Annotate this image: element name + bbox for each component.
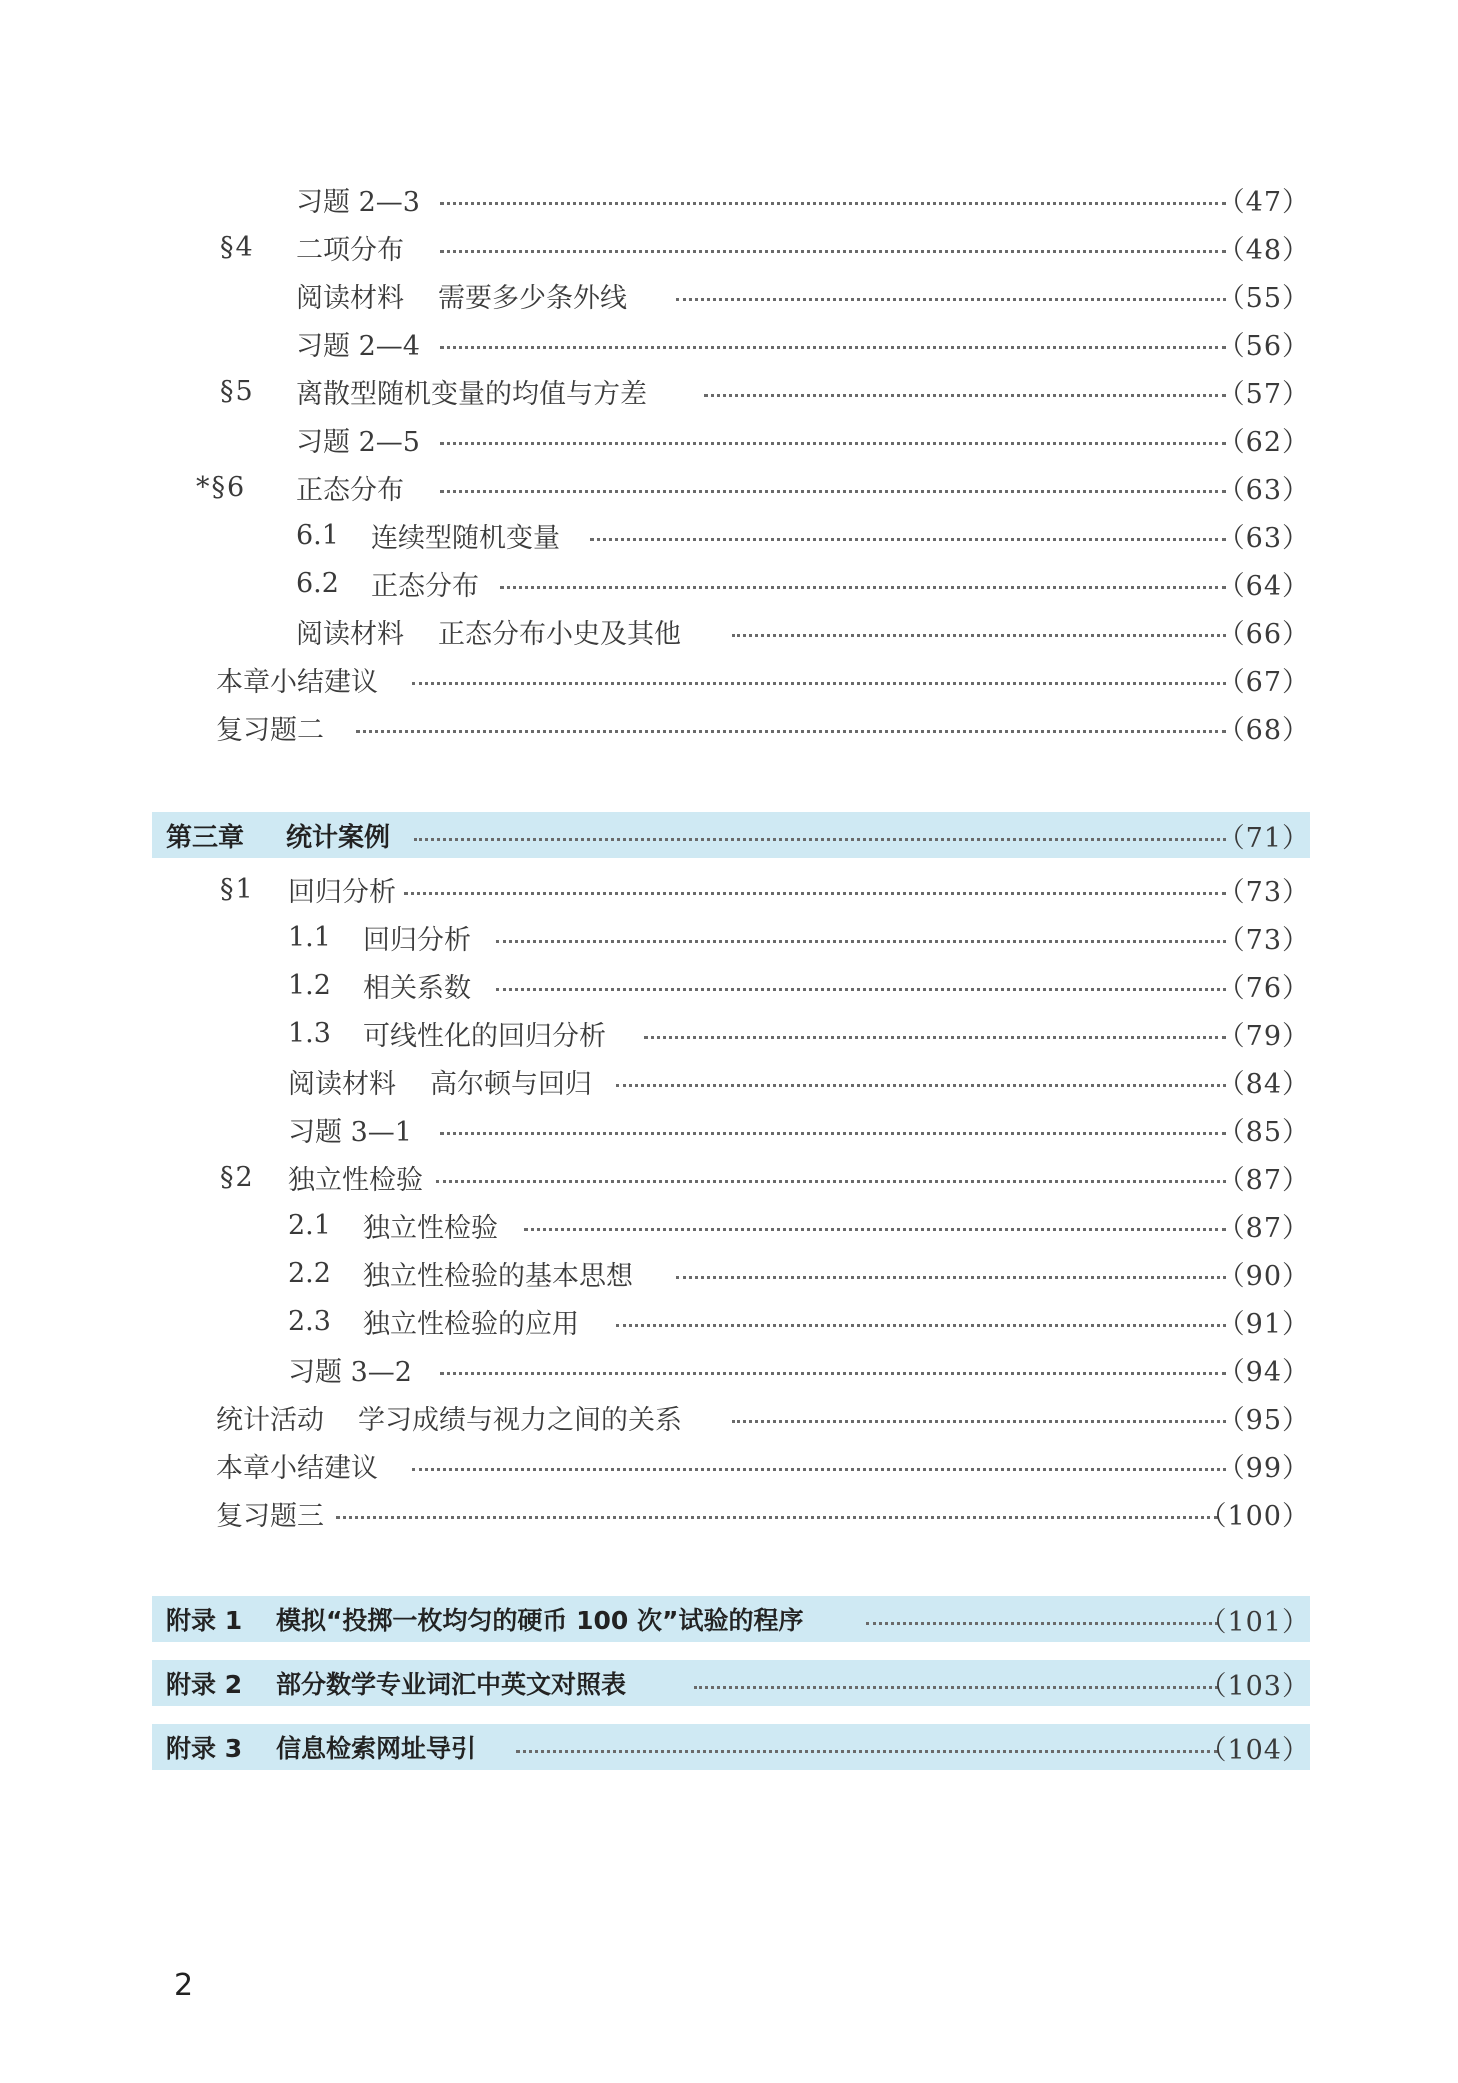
toc-entry[interactable]	[0, 868, 1458, 910]
entry-page: （84）	[1217, 1068, 1310, 1100]
dot-leader	[616, 1084, 1226, 1087]
chapter-label: 第三章	[166, 822, 245, 853]
entry-title	[288, 1062, 592, 1101]
entry-title	[288, 1014, 606, 1053]
chapter-title: 统计案例	[286, 822, 391, 853]
entry-page: （56）	[1217, 330, 1310, 362]
entry-title	[288, 918, 471, 957]
subsection-title: 连续型随机变量	[370, 522, 560, 554]
section-number: §5	[220, 375, 255, 407]
entry-page: （100）	[1199, 1500, 1310, 1532]
subsection-title: 可线性化的回归分析	[362, 1020, 606, 1052]
entry-title: 习题 3—1	[288, 1116, 412, 1148]
toc-entry[interactable]	[0, 1060, 1458, 1102]
entry-title	[288, 1254, 633, 1293]
dot-leader	[676, 1276, 1226, 1279]
toc-entry[interactable]	[0, 916, 1458, 958]
entry-page: （47）	[1217, 186, 1310, 218]
entry-title: 习题 2—4	[296, 330, 420, 362]
toc-entry[interactable]	[0, 226, 1458, 268]
entry-title: 本章小结建议	[216, 1452, 378, 1484]
toc-entry[interactable]	[0, 658, 1458, 700]
entry-title	[216, 1398, 682, 1437]
activity-title: 学习成绩与视力之间的关系	[358, 1404, 682, 1436]
entry-title: 复习题三	[216, 1500, 324, 1532]
reading-title: 需要多少条外线	[438, 282, 627, 314]
entry-page: （48）	[1217, 234, 1310, 266]
dot-leader	[524, 1228, 1226, 1231]
entry-page: （85）	[1217, 1116, 1310, 1148]
toc-entry[interactable]	[0, 706, 1458, 748]
toc-entry[interactable]	[0, 322, 1458, 364]
dot-leader	[414, 838, 1226, 841]
entry-title	[296, 612, 681, 651]
subsection-number: 2.2	[288, 1257, 331, 1289]
entry-title: 回归分析	[288, 876, 396, 908]
appendix-label: 附录 3	[166, 1734, 243, 1763]
toc-chapter-entry[interactable]	[0, 814, 1458, 856]
entry-title: 习题 2—3	[296, 186, 420, 218]
entry-title: 正态分布	[296, 474, 404, 506]
dot-leader	[440, 442, 1226, 445]
dot-leader	[732, 1420, 1226, 1423]
toc-entry[interactable]	[0, 1396, 1458, 1438]
entry-title: 复习题二	[216, 714, 324, 746]
toc-appendix-entry[interactable]	[0, 1662, 1458, 1704]
dot-leader	[440, 346, 1226, 349]
entry-title: 二项分布	[296, 234, 404, 266]
reading-title: 高尔顿与回归	[430, 1068, 592, 1100]
page-number: 2	[174, 1968, 194, 2003]
entry-page: （66）	[1217, 618, 1310, 650]
entry-page: （99）	[1217, 1452, 1310, 1484]
subsection-number: 2.1	[288, 1209, 331, 1241]
toc-entry[interactable]	[0, 562, 1458, 604]
entry-page: （64）	[1217, 570, 1310, 602]
subsection-title: 独立性检验的应用	[362, 1308, 579, 1340]
dot-leader	[694, 1686, 1218, 1689]
dot-leader	[496, 988, 1226, 991]
dot-leader	[704, 394, 1226, 397]
section-number: §4	[220, 231, 255, 263]
toc-entry[interactable]	[0, 418, 1458, 460]
dot-leader	[866, 1622, 1218, 1625]
dot-leader	[732, 634, 1226, 637]
subsection-number: 1.3	[288, 1017, 331, 1049]
toc-entry[interactable]	[0, 1300, 1458, 1342]
entry-page: （71）	[1217, 822, 1310, 854]
toc-entry[interactable]	[0, 1156, 1458, 1198]
subsection-number: 1.1	[288, 921, 331, 953]
entry-page: （68）	[1217, 714, 1310, 746]
subsection-number: 1.2	[288, 969, 331, 1001]
toc-entry[interactable]	[0, 1108, 1458, 1150]
dot-leader	[500, 586, 1226, 589]
toc-entry[interactable]	[0, 178, 1458, 220]
reading-label: 阅读材料	[296, 282, 404, 314]
entry-page: （94）	[1217, 1356, 1310, 1388]
entry-page: （87）	[1217, 1212, 1310, 1244]
entry-page: （73）	[1217, 924, 1310, 956]
activity-label: 统计活动	[216, 1404, 324, 1436]
dot-leader	[616, 1324, 1226, 1327]
toc-entry[interactable]	[0, 1348, 1458, 1390]
appendix-title: 模拟“投掷一枚均匀的硬币 100 次”试验的程序	[276, 1606, 804, 1635]
appendix-title: 部分数学专业词汇中英文对照表	[276, 1670, 627, 1699]
section-number: §1	[220, 873, 255, 905]
entry-page: （79）	[1217, 1020, 1310, 1052]
dot-leader	[412, 682, 1226, 685]
subsection-number: 2.3	[288, 1305, 331, 1337]
entry-title	[288, 1302, 579, 1341]
dot-leader	[404, 892, 1226, 895]
dot-leader	[336, 1516, 1218, 1519]
toc-entry[interactable]	[0, 1492, 1458, 1534]
appendix-title: 信息检索网址导引	[276, 1734, 477, 1763]
entry-title: 习题 2—5	[296, 426, 420, 458]
dot-leader	[496, 940, 1226, 943]
entry-title: 习题 3—2	[288, 1356, 412, 1388]
entry-title	[296, 276, 627, 315]
entry-page: （76）	[1217, 972, 1310, 1004]
subsection-title: 相关系数	[362, 972, 471, 1004]
dot-leader	[440, 202, 1226, 205]
toc-entry[interactable]	[0, 1204, 1458, 1246]
dot-leader	[412, 1468, 1226, 1471]
dot-leader	[440, 1132, 1226, 1135]
subsection-number: 6.2	[296, 567, 339, 599]
toc-entry[interactable]	[0, 466, 1458, 508]
subsection-title: 回归分析	[362, 924, 471, 956]
entry-title	[296, 516, 560, 555]
entry-page: （104）	[1199, 1734, 1310, 1766]
dot-leader	[440, 490, 1226, 493]
entry-page: （63）	[1217, 474, 1310, 506]
dot-leader	[644, 1036, 1226, 1039]
entry-page: （103）	[1199, 1670, 1310, 1702]
dot-leader	[676, 298, 1226, 301]
entry-title	[288, 1206, 498, 1245]
toc-appendix-entry[interactable]	[0, 1598, 1458, 1640]
entry-title	[296, 564, 479, 603]
appendix-label: 附录 2	[166, 1670, 243, 1699]
section-number: *§6	[196, 471, 247, 503]
toc-appendix-entry[interactable]	[0, 1726, 1458, 1768]
entry-title: 离散型随机变量的均值与方差	[296, 378, 647, 410]
dot-leader	[356, 730, 1226, 733]
toc-entry[interactable]	[0, 514, 1458, 556]
toc-entry[interactable]	[0, 1252, 1458, 1294]
dot-leader	[590, 538, 1226, 541]
toc-entry[interactable]	[0, 370, 1458, 412]
subsection-title: 正态分布	[370, 570, 479, 602]
toc-entry[interactable]	[0, 1444, 1458, 1486]
toc-entry[interactable]	[0, 274, 1458, 316]
dot-leader	[440, 1372, 1226, 1375]
entry-title: 本章小结建议	[216, 666, 378, 698]
entry-title: 独立性检验	[288, 1164, 423, 1196]
entry-page: （62）	[1217, 426, 1310, 458]
subsection-title: 独立性检验	[362, 1212, 498, 1244]
dot-leader	[516, 1750, 1218, 1753]
entry-page: （91）	[1217, 1308, 1310, 1340]
dot-leader	[440, 250, 1226, 253]
reading-title: 正态分布小史及其他	[438, 618, 681, 650]
section-number: §2	[220, 1161, 255, 1193]
entry-page: （55）	[1217, 282, 1310, 314]
entry-title	[288, 966, 471, 1005]
subsection-number: 6.1	[296, 519, 339, 551]
reading-label: 阅读材料	[296, 618, 404, 650]
subsection-title: 独立性检验的基本思想	[362, 1260, 633, 1292]
dot-leader	[436, 1180, 1226, 1183]
reading-label: 阅读材料	[288, 1068, 396, 1100]
toc-entry[interactable]	[0, 964, 1458, 1006]
entry-page: （101）	[1199, 1606, 1310, 1638]
toc-entry[interactable]	[0, 610, 1458, 652]
entry-page: （57）	[1217, 378, 1310, 410]
entry-page: （67）	[1217, 666, 1310, 698]
entry-page: （95）	[1217, 1404, 1310, 1436]
entry-page: （90）	[1217, 1260, 1310, 1292]
toc-entry[interactable]	[0, 1012, 1458, 1054]
entry-page: （63）	[1217, 522, 1310, 554]
entry-page: （87）	[1217, 1164, 1310, 1196]
appendix-label: 附录 1	[166, 1606, 243, 1635]
entry-page: （73）	[1217, 876, 1310, 908]
